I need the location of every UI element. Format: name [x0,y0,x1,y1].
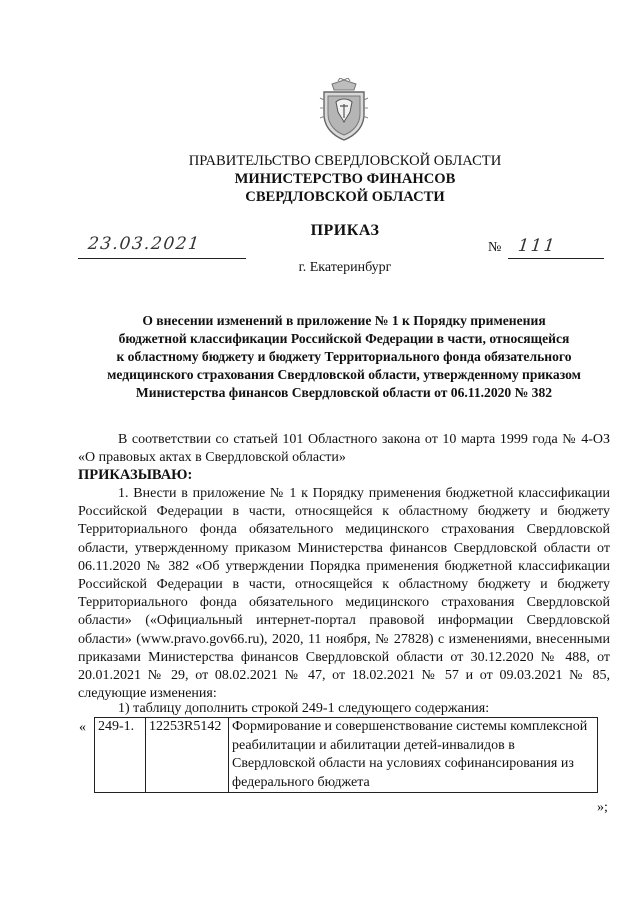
number-sign-label: № [488,240,502,255]
subject-line: Министерства финансов Свердловской области от 06.11.2020 № 382 [135,385,553,400]
subitem-1-paragraph [78,700,610,718]
order-number-field [508,236,604,259]
ministry-name-line2: СВЕРДЛОВСКОЙ ОБЛАСТИ [245,189,445,205]
city-label: г. Екатеринбург [298,260,392,275]
subject-line: к областному бюджету и бюджету Территориального фонда обязательного [116,349,572,364]
order-date-field [78,234,246,259]
order-number-value: 111 [516,236,558,256]
subitem-1-text: 1) таблицу дополнить строкой 249-1 следующего содержания: [118,701,490,716]
command-heading: ПРИКАЗЫВАЮ: [78,467,193,483]
table-cell-number: 249-1. [95,718,146,793]
table-cell-description: Формирование и совершенствование системы комплексной реабилитации и абилитации детей-инвалидов в Свердловской области на условиях софинансирования из федерального бюджета [229,718,598,793]
preamble-text: В соответствии со статьей 101 Областного закона от 10 марта 1999 года № 4-ОЗ «О правовых актах в Свердловской области» [78,432,610,466]
table-row [95,718,598,793]
order-date-value: 23.03.2021 [86,234,202,254]
table-cell-code: 12253R5142 [146,718,229,793]
government-name: ПРАВИТЕЛЬСТВО СВЕРДЛОВСКОЙ ОБЛАСТИ [188,153,502,169]
coat-of-arms-emblem [318,78,370,142]
subject-line: О внесении изменений в приложение № 1 к Порядку применения [142,313,546,328]
preamble-paragraph [78,431,610,467]
quote-open: « [79,720,86,735]
item-1-paragraph [78,485,610,703]
budget-classification-table [94,717,598,793]
document-type-title: ПРИКАЗ [310,222,380,239]
order-subject [78,312,610,402]
ministry-name-line1: МИНИСТЕРСТВО ФИНАНСОВ [234,171,456,187]
item-1-text: 1. Внести в приложение № 1 к Порядку применения бюджетной классификации Российской Федерации в части, относящейся к областному бюджету и бюджету Территориального фонда обязательного медицинского страхования Свердловской области, утвержденному приказом Министерства финансов Свердловской области от 06.11.2020 № 382 «Об утверждении Порядка применения бюджетной классификации Российской Федерации в части, относящейся к областному бюджету и бюджету Территориального фонда обязательного медицинского страхования Свердловской области» («Официальный интернет-портал правовой информации Свердловской области» (www.pravo.gov66.ru), 2020, 11 ноября, № 27828) с изменениями, внесенными приказами Министерства финансов Свердловской области от 30.12.2020 № 488, от 20.01.2021 № 29, от 08.02.2021 № 47, от 18.02.2021 № 57 и от 09.03.2021 № 85, следующие изменения: [78,486,610,702]
quote-close: »; [597,800,608,815]
subject-line: медицинского страхования Свердловской области, утвержденному приказом [107,367,581,382]
subject-line: бюджетной классификации Российской Федерации в части, относящейся [118,331,570,346]
